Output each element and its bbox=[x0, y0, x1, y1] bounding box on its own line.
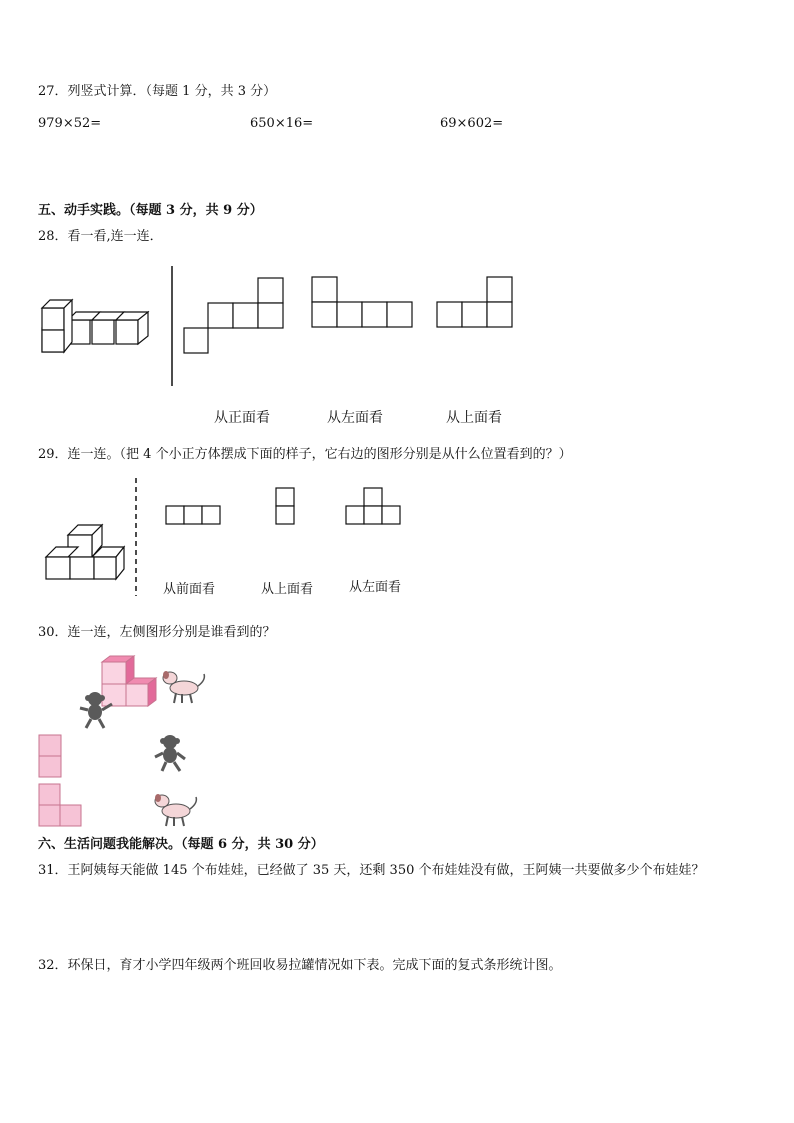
dog-icon bbox=[158, 666, 208, 706]
q27-item-3: 69×602= bbox=[440, 116, 504, 131]
q28-label-left: 从左面看 bbox=[327, 410, 383, 426]
q30-pink-l-shape bbox=[38, 783, 84, 829]
q29-view-1 bbox=[165, 505, 223, 527]
q29-label-top: 从上面看 bbox=[261, 582, 314, 597]
q30-pink-column bbox=[38, 734, 64, 780]
q28-title: 28．看一看,连一连． bbox=[38, 229, 163, 244]
q28-label-top: 从上面看 bbox=[446, 410, 502, 426]
dog-icon bbox=[150, 789, 200, 829]
q28-divider bbox=[170, 266, 174, 386]
monkey-icon bbox=[152, 733, 190, 773]
section5-title: 五、动手实践。（每题 3 分，共 9 分） bbox=[38, 203, 263, 218]
q29-view-2 bbox=[275, 487, 297, 527]
monkey-icon bbox=[77, 690, 115, 730]
q29-title: 29．连一连。（把 4 个小正方体摆成下面的样子，它右边的图形分别是从什么位置看到的？） bbox=[38, 447, 572, 462]
q32-title: 32．环保日，育才小学四年级两个班回收易拉罐情况如下表。完成下面的复式条形统计图。 bbox=[38, 958, 562, 973]
q28-view-2 bbox=[311, 276, 415, 330]
q31-title: 31．王阿姨每天能做 145 个布娃娃，已经做了 35 天，还剩 350 个布娃娃没有做，王阿姨一共要做多少个布娃娃？ bbox=[38, 863, 705, 878]
section6-title: 六、生活问题我能解决。（每题 6 分，共 30 分） bbox=[38, 837, 324, 852]
q27-item-1: 979×52= bbox=[38, 116, 102, 131]
q28-view-3 bbox=[436, 276, 516, 330]
q27-item-2: 650×16= bbox=[250, 116, 314, 131]
q29-cube-figure bbox=[44, 523, 126, 583]
q29-view-3 bbox=[345, 487, 403, 527]
q28-view-1 bbox=[183, 277, 285, 355]
q28-label-front: 从正面看 bbox=[214, 410, 270, 426]
q29-label-front: 从前面看 bbox=[163, 582, 216, 597]
q29-label-left: 从左面看 bbox=[349, 580, 402, 595]
q29-dashed-divider bbox=[134, 478, 138, 598]
q28-cube-figure bbox=[40, 300, 155, 360]
q27-title: 27．列竖式计算．（每题 1 分，共 3 分） bbox=[38, 84, 277, 99]
q30-title: 30．连一连，左侧图形分别是谁看到的？ bbox=[38, 625, 276, 640]
